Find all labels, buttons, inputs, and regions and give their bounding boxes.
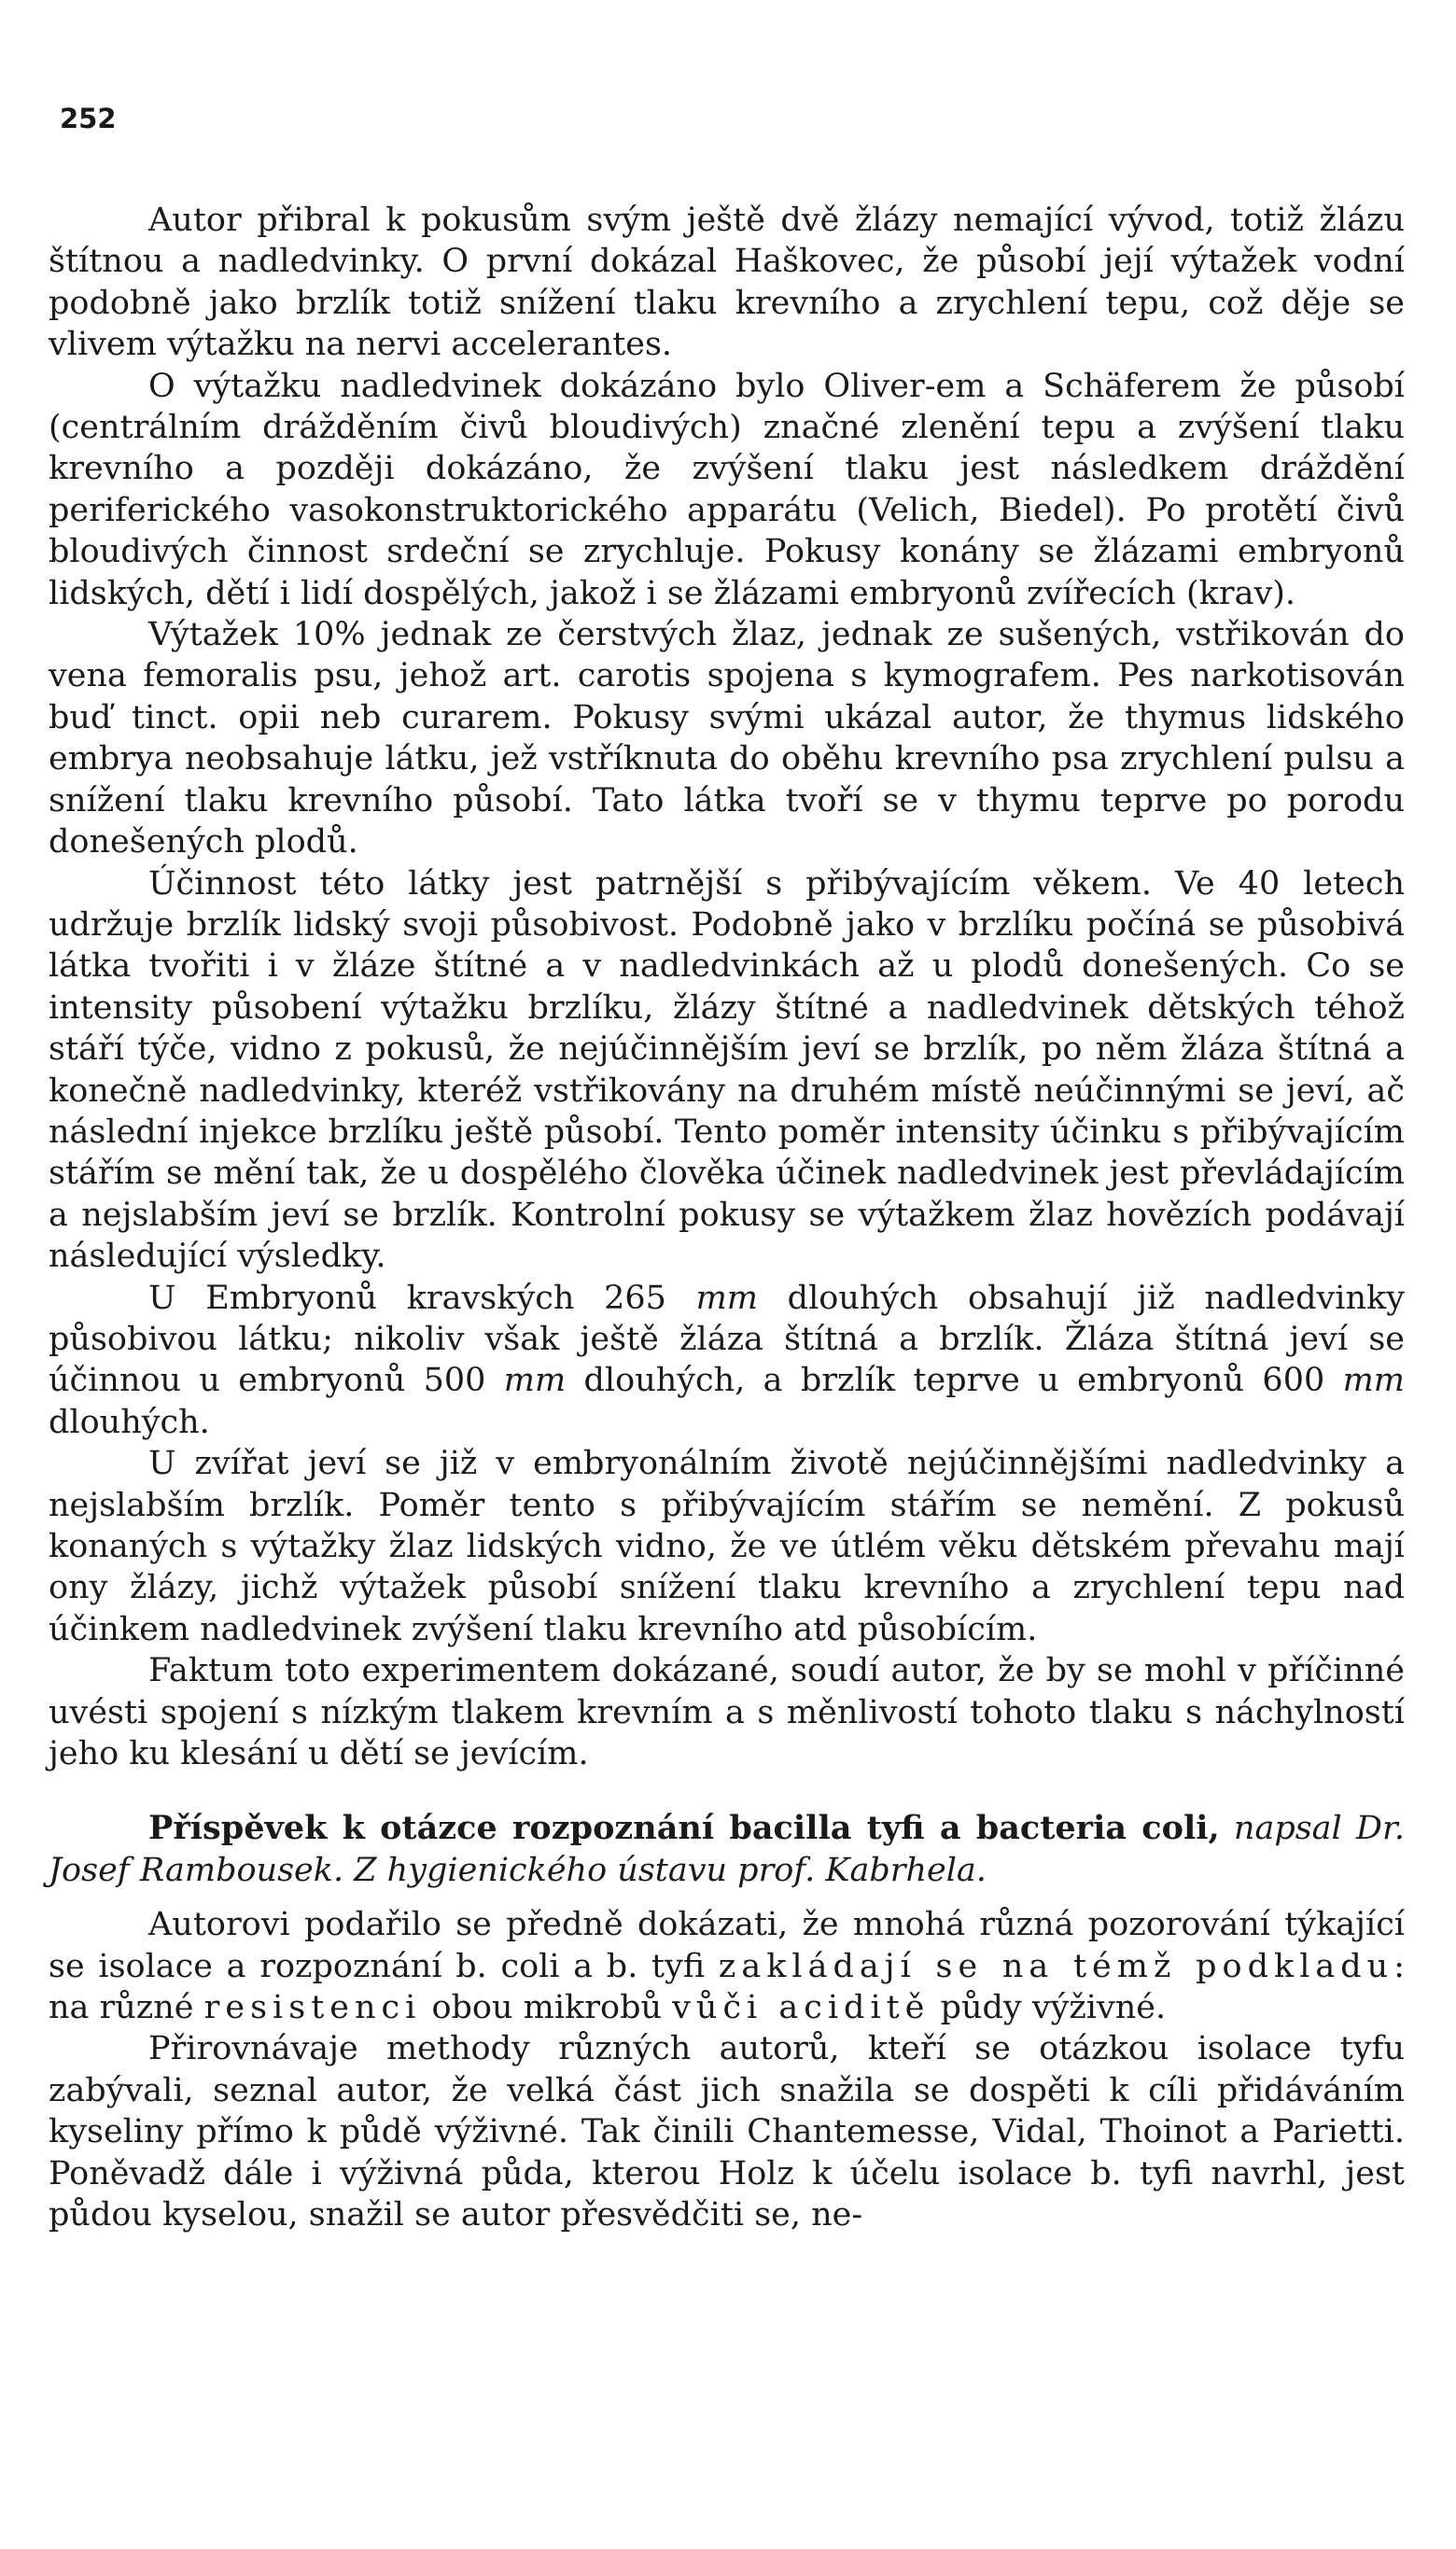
paragraph: U zvířat jeví se již v embryonálním životě nejúčinnějšími nadledvinky a nejslabším brzlík. Poměr tento s přibývajícím stářím se nemění. Z pokusů konaných s výtažky žlaz lidských vidno, že ve útlém věku dětském převahu mají ony žlázy, jichž výtažek působí snížení tlaku krevního a zrychlení tepu nad účinkem nadledvinek zvýšení tlaku krevního atd působícím. <box>49 1445 1405 1648</box>
text-run: dlouhých, a brzlík teprve u embryonů 600 <box>566 1362 1343 1400</box>
paragraph: Faktum toto experimentem dokázané, soudí autor, že by se mohl v příčinné uvésti spojení s nízkým tlakem krevním a s měnlivostí tohoto tlaku s náchylností jeho ku klesání u dětí se jevícím. <box>49 1652 1405 1773</box>
article-body <box>49 200 1405 2236</box>
emphasis-spaced: zakládají se na témž podkladu <box>718 1947 1394 1985</box>
section-heading <box>49 1808 1405 1891</box>
paragraph <box>49 1904 1405 2028</box>
text-run: dlouhých obsahují již nadledvinky působivou látku; nikoliv však ještě žláza štítná a brzlík. Žláza štítná jeví se účinnou u embryonů 500 <box>49 1279 1405 1400</box>
paragraph: Přirovnávaje methody různých autorů, kteří se otázkou isolace tyfu zabývali, seznal autor, že velká část jich snažila se dospěti k cíli přidáváním kyseliny přímo k půdě výživné. Tak činili Chantemesse, Vidal, Thoinot a Parietti. Poněvadž dále i výživná půda, kterou Holz k účelu isolace b. tyfi navrhl, jest půdou kyselou, snažil se autor přesvědčiti se, ne- <box>49 2030 1405 2234</box>
text-run: půdy výživné. <box>930 1989 1167 2027</box>
section-title: Příspěvek k otázce rozpoznání bacilla tyfi a bacteria coli, <box>148 1809 1220 1848</box>
paragraph: Výtažek 10% jednak ze čerstvých žlaz, jednak ze sušených, vstřikován do vena femoralis psu, jehož art. carotis spojena s kymografem. Pes narkotisován buď tinct. opii neb curarem. Pokusy svými ukázal autor, že thymus lidského embrya neobsahuje látku, jež vstříknuta do oběhu krevního psa zrychlení pulsu a snížení tlaku krevního působí. Tato látka tvoří se v thymu teprve po porodu donešených plodů. <box>49 616 1405 861</box>
unit-mm: mm <box>503 1362 567 1400</box>
paragraph: O výtažku nadledvinek dokázáno bylo Oliver-em a Schäferem že působí (centrálním drážděním čivů bloudivých) značné zlenění tepu a zvýšení tlaku krevního a později dokázáno, že zvýšení tlaku jest následkem dráždění periferického vasokonstruktorického apparátu (Velich, Biedel). Po protětí čivů bloudivých činnost srdeční se zrychluje. Pokusy konány se žlázami embryonů lidských, dětí i lidí dospělých, jakož i se žlázami embryonů zvířecích (krav). <box>49 367 1405 612</box>
emphasis-spaced: resistenci <box>203 1989 422 2027</box>
paragraph: Účinnost této látky jest patrnější s přibývajícím věkem. Ve 40 letech udržuje brzlík lidský svoji působivost. Podobně jako v brzlíku počíná se působivá látka tvořiti i v žláze štítné a v nadledvinkách až u plodů donešených. Co se intensity působení výtažku brzlíku, žlázy štítné a nadledvinek dětských téhož stáří týče, vidno z pokusů, že nejúčinnějším jeví se brzlík, po něm žláza štítná a konečně nadledvinky, kteréž vstřikovány na druhém místě neúčinnými se jeví, ač následní injekce brzlíku ještě působí. Tento poměr intensity účinku s přibývajícím stářím se mění tak, že u dospělého člověka účinek nadledvinek jest převládajícím a nejslabším jeví se brzlík. Kontrolní pokusy se výtažkem žlaz hovězích podávají následující výsledky. <box>49 864 1405 1276</box>
paragraph: Autor přibral k pokusům svým ještě dvě žlázy nemající vývod, totiž žlázu štítnou a nadledvinky. O první dokázal Haškovec, že působí její výtažek vodní podobně jako brzlík totiž snížení tlaku krevního a zrychlení tepu, což děje se vlivem výtažku na nervi accelerantes. <box>49 202 1405 364</box>
text-run: Autorovi podařilo se předně dokázati, že mnohá různá pozorování týkající se isolace a rozpoznání b. coli a b. tyfi <box>49 1906 1405 1985</box>
unit-mm: mm <box>1342 1362 1405 1400</box>
page-number: 252 <box>60 103 117 134</box>
paragraph <box>49 1278 1405 1444</box>
text-run: U Embryonů kravských 265 <box>148 1279 696 1317</box>
unit-mm: mm <box>695 1279 758 1317</box>
emphasis-spaced: vůči aciditě <box>672 1989 931 2027</box>
section-author: napsal Dr. Josef Rambousek. Z hygienického ústavu prof. Kabrhela. <box>49 1810 1405 1889</box>
text-run: obou mikrobů <box>421 1989 673 2027</box>
text-run: : na různé <box>49 1947 1405 2027</box>
text-run: dlouhých. <box>49 1403 210 1441</box>
